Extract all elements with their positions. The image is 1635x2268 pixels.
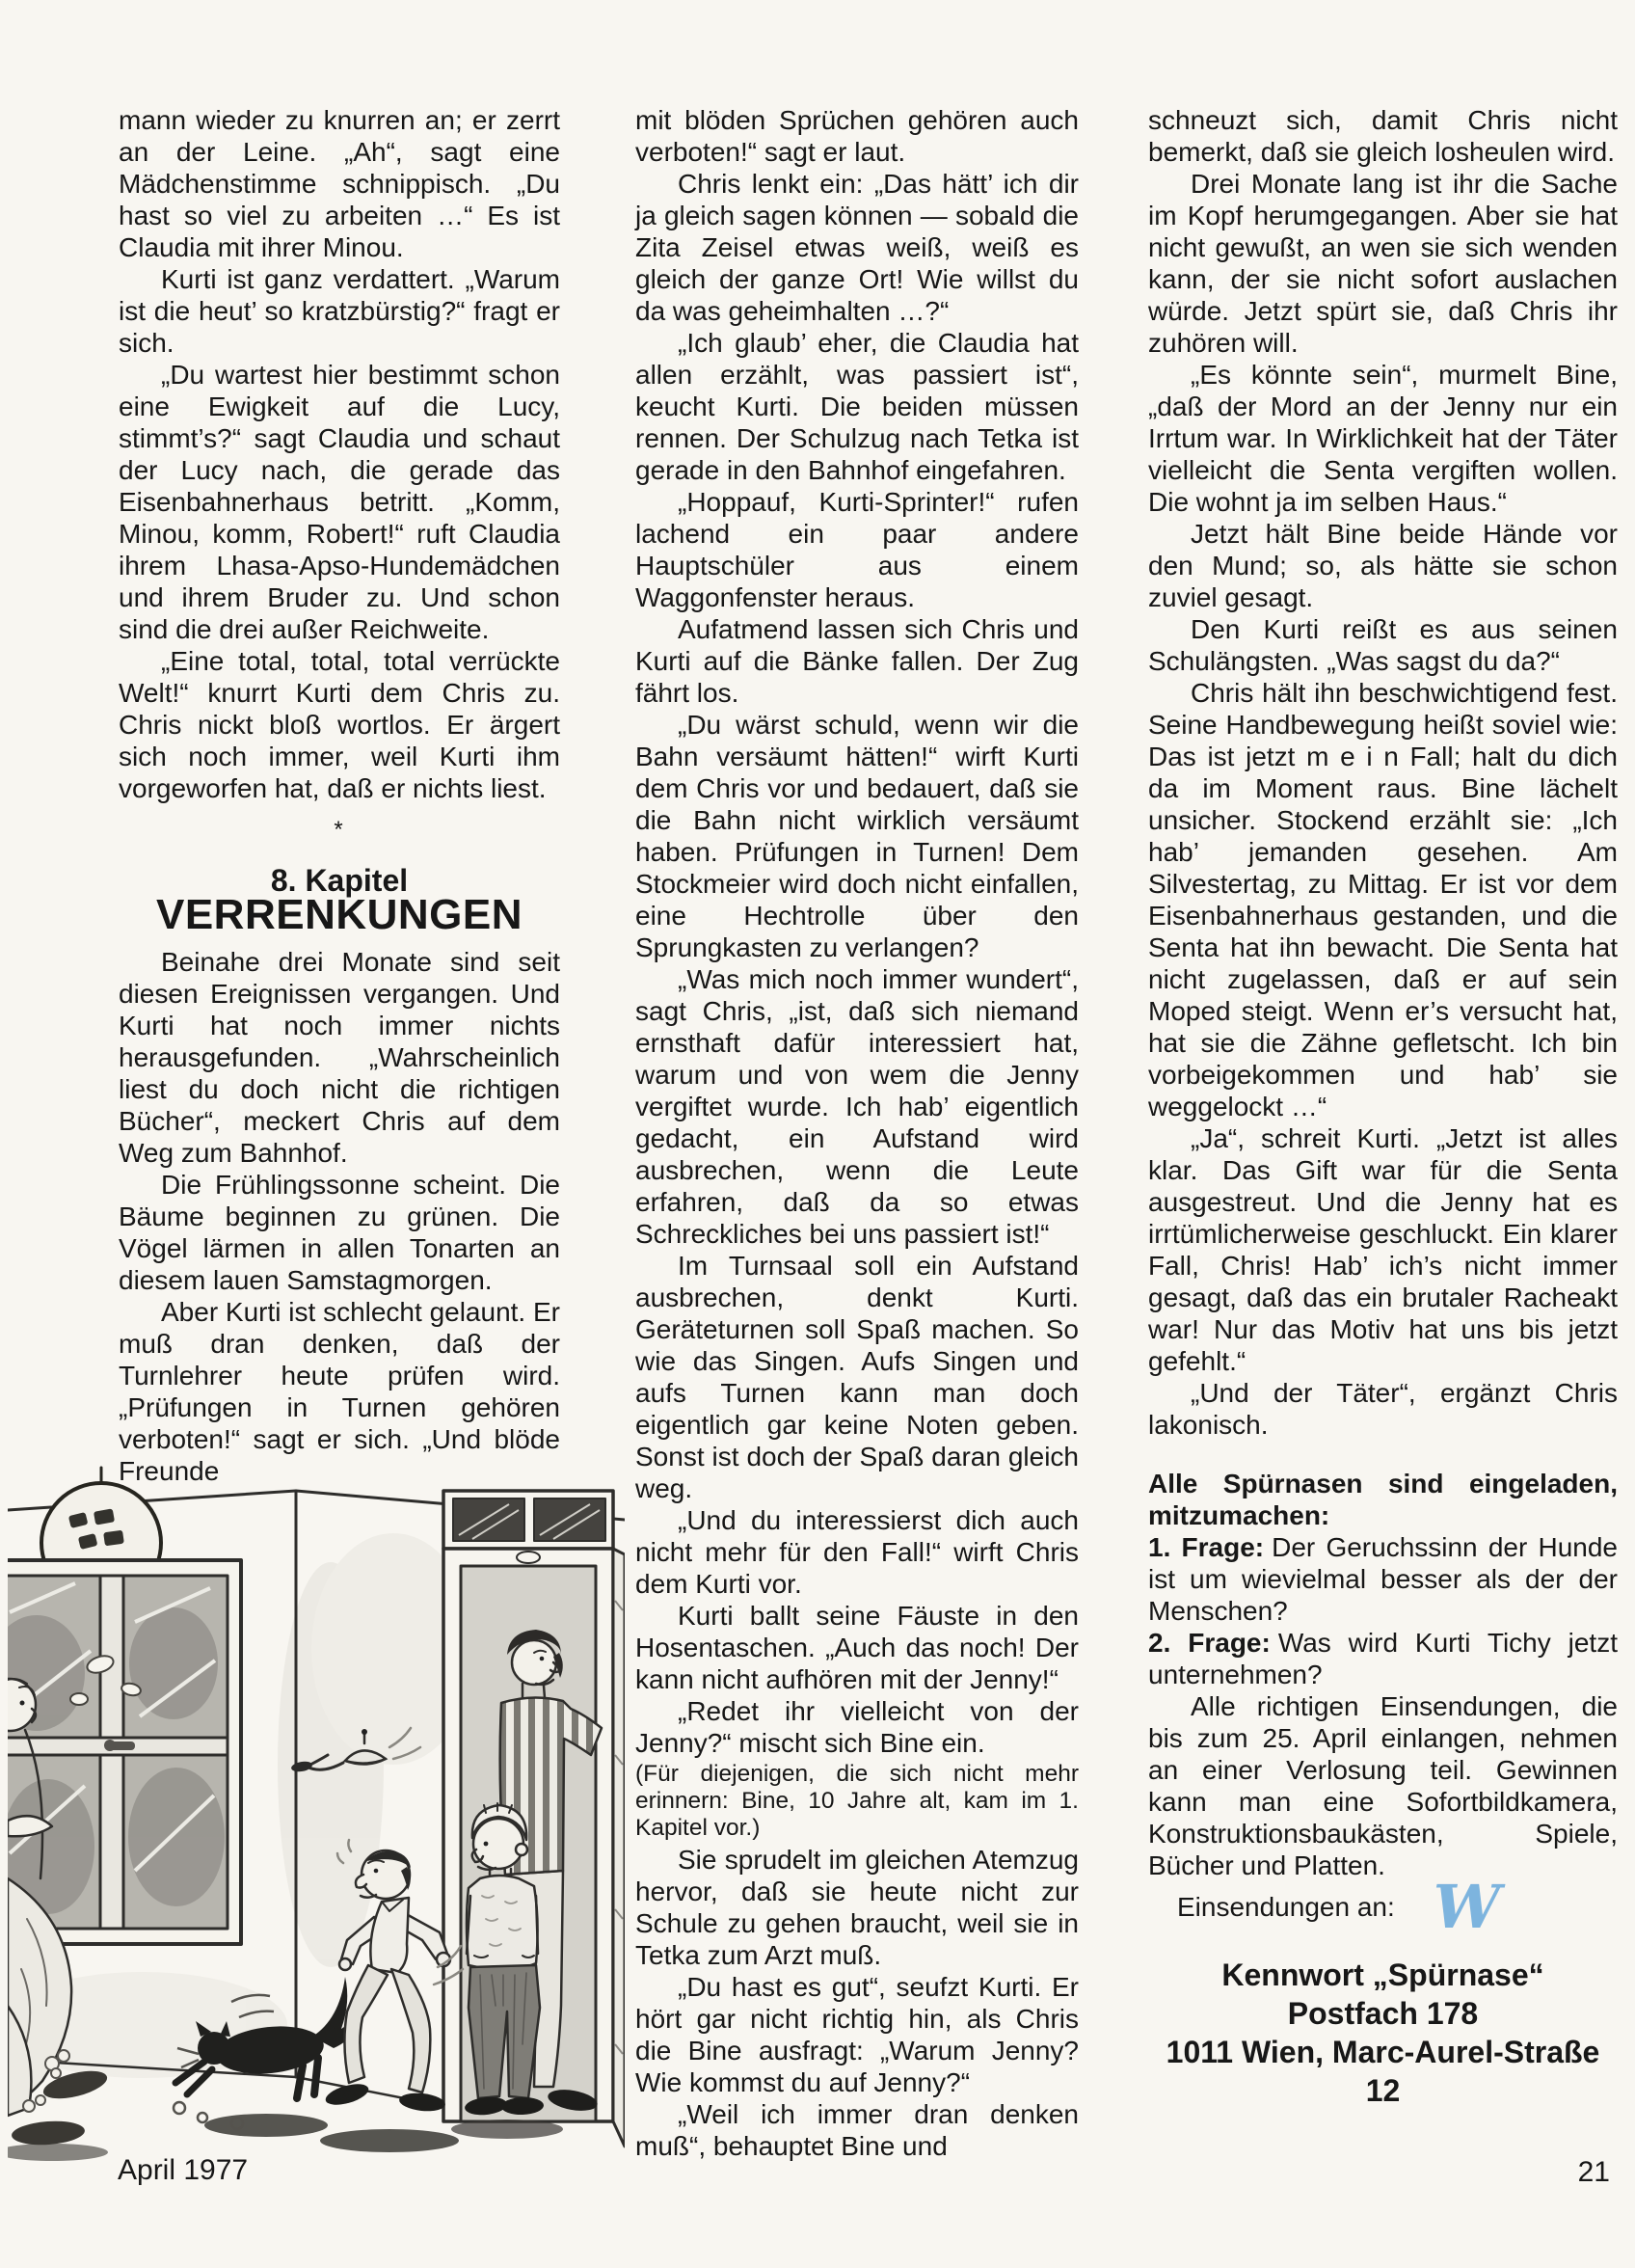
story-paragraph: „Redet ihr vielleicht von der Jenny?“ mischt sich Bine ein. [635, 1696, 1079, 1758]
story-paragraph: Aber Kurti ist schlecht gelaunt. Er muß dran denken, daß der Turnlehrer heute prüfen wird. „Prüfungen in Turnen gehören verboten!“ sagt er sich. „Und blöde Freunde [119, 1297, 560, 1486]
story-column-1 [119, 104, 560, 1487]
story-paragraph: „Du wärst schuld, wenn wir die Bahn versäumt hätten!“ wirft Kurti dem Chris vor und bedauert, daß sie die Bahn nicht wirklich versäumt haben. Prüfungen in Turnen! Dem Stockmeier wird doch nicht einfallen, eine Hechtrolle über den Sprungkasten zu verlangen? [635, 710, 1079, 962]
chapter-title: VERRENKUNGEN [155, 891, 523, 938]
story-paragraph: „Ich glaub’ eher, die Claudia hat allen erzählt, was passiert ist“, keucht Kurti. Die beiden müssen rennen. Der Schulzug nach Tetka ist gerade in den Bahnhof eingefahren. [635, 328, 1079, 485]
story-paragraph: Drei Monate lang ist ihr die Sache im Kopf herumgegangen. Aber sie hat nicht gewußt, an wen sie sich wenden kann, der sie nicht sofort auslachen würde. Jetzt spürt sie, daß Chris ihr zuhören will. [1148, 169, 1618, 358]
story-paragraph: Beinahe drei Monate sind seit diesen Ereignissen vergangen. Und Kurti hat noch immer nichts herausgefunden. „Wahrscheinlich liest du doch nicht die richtigen Bücher“, meckert Chris auf dem Weg zum Bahnhof. [119, 947, 560, 1168]
question-label: 2. Frage: [1148, 1628, 1271, 1658]
story-paragraph: Sie sprudelt im gleichen Atemzug hervor, daß sie heute nicht zur Schule zu gehen braucht, weil sie in Tetka zum Arzt muß. [635, 1845, 1079, 1970]
submission-line: Einsendungen an: W [1177, 1872, 1499, 1942]
story-paragraph: Den Kurti reißt es aus seinen Schulängsten. „Was sagst du da?“ [1148, 614, 1618, 676]
question-label: 1. Frage: [1148, 1532, 1265, 1562]
quiz-invite-heading: Alle Spürnasen sind eingeladen, mitzumachen: [1148, 1469, 1618, 1530]
story-paragraph: „Und du interessierst dich auch nicht mehr für den Fall!“ wirft Chris dem Kurti vor. [635, 1505, 1079, 1599]
quiz-question-2 [1148, 1627, 1618, 1690]
question-text: Der Geruchssinn der Hunde ist um wievielmal besser als der der Menschen? [1148, 1532, 1618, 1626]
address-block [1148, 1956, 1618, 2110]
footer-issue-date: April 1977 [118, 2154, 249, 2186]
section-separator-star: * [334, 817, 345, 843]
story-paragraph: „Ja“, schreit Kurti. „Jetzt ist alles klar. Das Gift war für die Senta ausgestreut. Und die Jenny hat es irrtümlicherweise geschluckt. Ein klarer Fall, Chris! Hab’ ich’s nicht immer gesagt, daß das ein brutaler Racheakt war! Nur das Motiv hat uns bis jetzt gefehlt.“ [1148, 1123, 1618, 1376]
story-paragraph: „Was mich noch immer wundert“, sagt Chris, „ist, daß sich niemand ernsthaft dafür interessiert hat, warum und von wem die Jenny vergiftet wurde. Ich hab’ eigentlich gedacht, ein Aufstand wird ausbrechen, wenn die Leute erfahren, daß da so etwas Schreckliches bei uns passiert ist!“ [635, 964, 1079, 1249]
story-illustration [8, 1466, 625, 2175]
story-paragraph: „Hoppauf, Kurti-Sprinter!“ rufen lachend ein paar andere Hauptschüler aus einem Waggonfenster heraus. [635, 487, 1079, 612]
story-paragraph: Im Turnsaal soll ein Aufstand ausbrechen, denkt Kurti. Geräteturnen soll Spaß machen. So wie das Singen. Aufs Singen und aufs Turnen kann man doch eigentlich gar keine Noten geben. Sonst ist doch der Spaß daran gleich weg. [635, 1251, 1079, 1503]
address-keyword: Kennwort „Spürnase“ [1221, 1958, 1544, 1992]
story-paragraph: „Weil ich immer dran denken muß“, behauptet Bine und [635, 2099, 1079, 2161]
editor-note: (Für diejenigen, die sich nicht mehr erinnern: Bine, 10 Jahre alt, kam im 1. Kapitel vor.) [635, 1761, 1079, 1841]
story-paragraph: Aufatmend lassen sich Chris und Kurti auf die Bänke fallen. Der Zug fährt los. [635, 614, 1079, 708]
story-paragraph: „Es könnte sein“, murmelt Bine, „daß der Mord an der Jenny nur ein Irrtum war. In Wirklichkeit hat der Täter vielleicht die Senta vergiften wollen. Die wohnt ja im selben Haus.“ [1148, 360, 1618, 517]
address-street: 1011 Wien, Marc-Aurel-Straße 12 [1166, 2035, 1600, 2108]
address-pobox: Postfach 178 [1287, 1996, 1479, 2031]
story-column-2 [635, 104, 1079, 2162]
story-paragraph: schneuzt sich, damit Chris nicht bemerkt, daß sie gleich losheulen wird. [1148, 105, 1618, 167]
story-paragraph: Chris hält ihn beschwichtigend fest. Seine Handbewegung heißt soviel wie: Das ist jetzt m e i n Fall; halt du dich da im Moment raus. Bine lächelt unsicher. Stockend erzählt sie: „Ich hab’ jemanden gesehen. Am Silvestertag, zu Mittag. Er ist vor dem Eisenbahnerhaus gestanden, und die Senta hat ihn bewacht. Die Senta hat nicht zugelassen, daß er auf sein Moped steigt. Wenn er’s versucht hat, hat sie die Zähne gefletscht. Ich bin vorbeigekommen und hab’ sie weggelockt …“ [1148, 678, 1618, 1121]
story-paragraph: „Eine total, total, total verrückte Welt!“ knurrt Kurti dem Chris zu. Chris nickt bloß wortlos. Er ärgert sich noch immer, weil Kurti ihm vorgeworfen hat, daß er nichts liest. [119, 646, 560, 803]
quiz-question-1 [1148, 1531, 1618, 1627]
story-paragraph: mann wieder zu knurren an; er zerrt an der Leine. „Ah“, sagt eine Mädchenstimme schnippisch. „Du hast so viel zu arbeiten …“ Es ist Claudia mit ihrer Minou. [119, 105, 560, 262]
quiz-closing-paragraph: Alle richtigen Einsendungen, die bis zum 25. April einlangen, nehmen an einer Verlosung teil. Gewinnen kann man eine Sofortbildkamera, Konstruktionsbaukästen, Spiele, Bücher und Platten. [1148, 1691, 1618, 1880]
story-paragraph: Kurti ballt seine Fäuste in den Hosentaschen. „Auch das noch! Der kann nicht aufhören mit der Jenny!“ [635, 1601, 1079, 1694]
story-paragraph: „Du hast es gut“, seufzt Kurti. Er hört gar nicht richtig hin, als Chris die Bine ausfragt: „Warum Jenny? Wie kommst du auf Jenny?“ [635, 1972, 1079, 2097]
submission-label: Einsendungen an: [1177, 1892, 1395, 1922]
chapter-kicker: 8. Kapitel [270, 863, 409, 898]
story-paragraph: „Du wartest hier bestimmt schon eine Ewigkeit auf die Lucy, stimmt’s?“ sagt Claudia und schaut der Lucy nach, die gerade das Eisenbahnerhaus betritt. „Komm, Minou, komm, Robert!“ ruft Claudia ihrem Lhasa-Apso-Hundemädchen und ihrem Bruder zu. Und schon sind die drei außer Reichweite. [119, 360, 560, 644]
story-column-3 [1148, 104, 1618, 2110]
story-paragraph: Jetzt hält Bine beide Hände vor den Mund; so, als hätte sie schon zuviel gesagt. [1148, 519, 1618, 612]
story-paragraph: mit blöden Sprüchen gehören auch verboten!“ sagt er laut. [635, 105, 1079, 167]
story-paragraph: „Und der Täter“, ergänzt Chris lakonisch. [1148, 1378, 1618, 1440]
question-text: Was wird Kurti Tichy jetzt unternehmen? [1148, 1628, 1618, 1689]
story-paragraph: Die Frühlingssonne scheint. Die Bäume beginnen zu grünen. Die Vögel lärmen in allen Tonarten an diesem lauen Samstagmorgen. [119, 1170, 560, 1295]
story-paragraph: Kurti ist ganz verdattert. „Warum ist die heut’ so kratzbürstig?“ fragt er sich. [119, 264, 560, 358]
story-paragraph: Chris lenkt ein: „Das hätt’ ich dir ja gleich sagen können — sobald die Zita Zeisel etwas weiß, weiß es gleich der ganze Ort! Wie willst du da was geheimhalten …?“ [635, 169, 1079, 326]
window [8, 1560, 241, 1944]
page-number: 21 [1577, 2156, 1610, 2188]
